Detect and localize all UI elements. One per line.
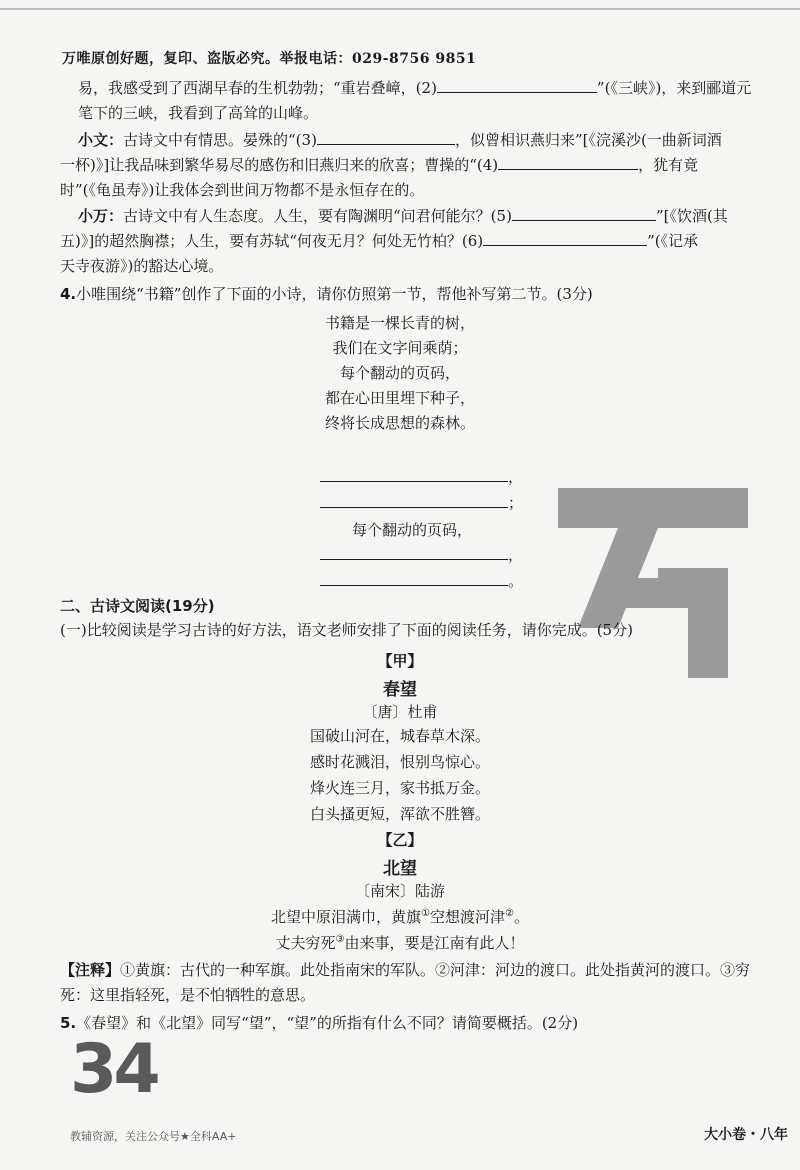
section2-heading: 二、古诗文阅读(19分): [60, 597, 215, 615]
poem-jia-title: 春望: [383, 680, 417, 700]
poem-jia-author: 〔唐〕杜甫: [362, 703, 438, 721]
xiaowan-line3: 天寺夜游》)的豁达心境。: [60, 257, 224, 275]
q4-prompt: 4.小唯围绕“书籍”创作了下面的小诗，请你仿照第一节，帮他补写第二节。(3分): [60, 285, 593, 303]
xiaowan-line2: 五)》]的超然胸襟；人生，要有苏轼“何夜无月？何处无竹柏？(6) ”(《记承: [60, 232, 699, 250]
poem-jia-line-2: 感时花溅泪，恨别鸟惊心。: [309, 753, 490, 771]
poem-jia-tag: 【甲】: [377, 652, 423, 670]
poem-yi-line-2: 丈夫穷死③由来事，要是江南有此人！: [275, 934, 525, 952]
q4-answer-line-2: ；: [320, 492, 523, 513]
q4-poem-line-5: 终将长成思想的森林。: [324, 414, 475, 432]
q4-answer-line-1: ，: [320, 466, 523, 487]
answer-blank-3[interactable]: [317, 130, 455, 145]
xiaowen-line2: 一杯)》]让我品味到繁华易尽的感伤和旧燕归来的欣喜；曹操的“(4) ，犹有竟: [60, 156, 699, 174]
answer-blank-6[interactable]: [483, 231, 647, 246]
xiaowen-line1: 小文：古诗文中有情思。晏殊的“(3) ，似曾相识燕归来”[《浣溪沙(一曲新词酒: [78, 131, 722, 149]
poem-yi-tag: 【乙】: [377, 831, 423, 849]
xiaowan-line1: 小万：古诗文中有人生态度。人生，要有陶渊明“问君何能尔？(5) ”[《饮酒(其: [78, 207, 728, 225]
top-rule: [0, 8, 800, 10]
notes-line-1: 【注释】①黄旗：古代的一种军旗。此处指南宋的军队。②河津：河边的渡口。此处指黄河的渡口。③穷: [60, 961, 751, 979]
poem-yi-author: 〔南宋〕陆游: [354, 882, 445, 900]
q4-blank-1[interactable]: [320, 467, 508, 482]
poem-yi-line-1: 北望中原泪满巾，黄旗①空想渡河津②。: [271, 908, 529, 926]
q4-poem-line-3: 每个翻动的页码，: [339, 364, 460, 382]
answer-blank-5[interactable]: [512, 206, 656, 221]
q4-poem-line-2: 我们在文字间乘荫；: [332, 339, 468, 357]
q4-poem-line-1: 书籍是一棵长青的树，: [324, 314, 475, 332]
q5-prompt: 5.《春望》和《北望》同写“望”，“望”的所指有什么不同？请简要概括。(2分): [60, 1014, 579, 1032]
page-number: 34: [70, 1030, 157, 1109]
q4-answer-line-4: ，: [320, 544, 523, 565]
poem-jia-line-1: 国破山河在，城春草木深。: [309, 727, 490, 745]
xiaowen-line3: 时”(《龟虽寿》)让我体会到世间万物都不是永恒存在的。: [60, 181, 425, 199]
footer-left-text: 教辅资源，关注公众号★全科AA+: [70, 1130, 237, 1143]
answer-blank-4[interactable]: [498, 155, 638, 170]
notes-line-2: 死：这里指轻死，是不怕牺牲的意思。: [60, 986, 316, 1004]
q4-blank-4[interactable]: [320, 545, 508, 560]
q4-answer-line-5: 。: [320, 570, 523, 591]
poem-yi-title: 北望: [383, 859, 417, 879]
poem-jia-line-4: 白头搔更短，浑欲不胜簪。: [309, 805, 490, 823]
q3-line1: 易，我感受到了西湖早春的生机勃勃；“重岩叠嶂，(2) ”(《三峡》)，来到郦道元: [78, 79, 752, 97]
q4-poem-line-4: 都在心田里埋下种子，: [324, 389, 475, 407]
q4-blank-5[interactable]: [320, 571, 508, 586]
q4-middle-line: 每个翻动的页码，: [351, 521, 472, 539]
answer-blank-2[interactable]: [437, 78, 597, 93]
copyright-notice: 万唯原创好题，复印、盗版必究。举报电话：029-8756 9851: [62, 51, 477, 67]
poem-jia-line-3: 烽火连三月，家书抵万金。: [309, 779, 490, 797]
section2-part1: (一)比较阅读是学习古诗的好方法，语文老师安排了下面的阅读任务，请你完成。(5分): [60, 621, 633, 639]
q3-line2: 笔下的三峡，我看到了高耸的山峰。: [78, 104, 319, 122]
footer-right-text: 大小卷・八年: [704, 1127, 788, 1143]
q4-blank-2[interactable]: [320, 493, 508, 508]
